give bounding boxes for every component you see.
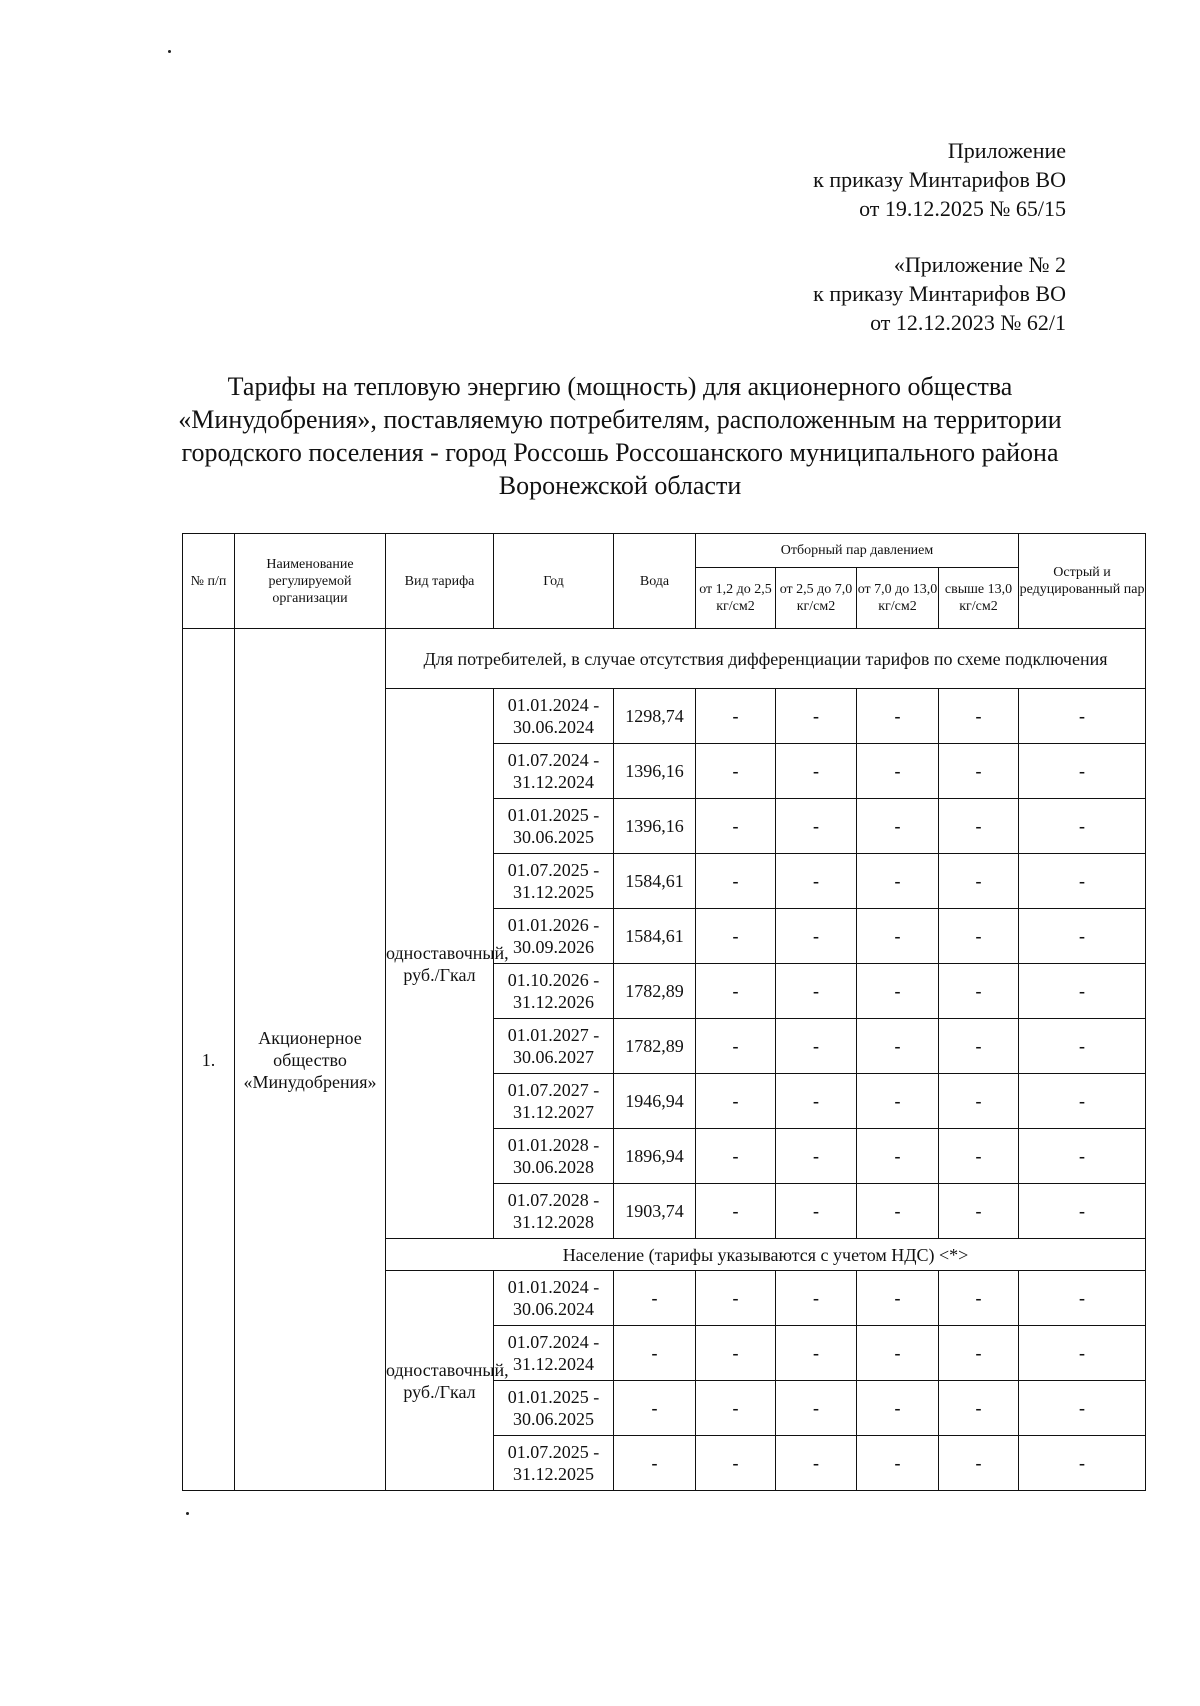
sharp-value-cell: - [1019,854,1146,909]
col-header-pressure-3: от 7,0 до 13,0 кг/см2 [857,568,939,629]
p2-value-cell: - [776,1074,857,1129]
col-header-year: Год [494,534,614,629]
organization-name: Акционерное общество «Минудобрения» [235,629,386,1491]
sharp-value-cell: - [1019,1326,1146,1381]
p1-value-cell: - [696,854,776,909]
p2-value-cell: - [776,1129,857,1184]
water-value-cell: 1782,89 [614,964,696,1019]
sharp-value-cell: - [1019,964,1146,1019]
section-title-consumers: Для потребителей, в случае отсутствия дифференциации тарифов по схеме подключения [386,629,1146,689]
p4-value-cell: - [939,1381,1019,1436]
period-cell: 01.07.2025 - 31.12.2025 [494,854,614,909]
p3-value-cell: - [857,909,939,964]
p2-value-cell: - [776,744,857,799]
sharp-value-cell: - [1019,1129,1146,1184]
p4-value-cell: - [939,799,1019,854]
p3-value-cell: - [857,744,939,799]
col-header-pressure-1: от 1,2 до 2,5 кг/см2 [696,568,776,629]
p3-value-cell: - [857,1019,939,1074]
sharp-value-cell: - [1019,799,1146,854]
p1-value-cell: - [696,799,776,854]
water-value-cell: 1298,74 [614,689,696,744]
p4-value-cell: - [939,689,1019,744]
p3-value-cell: - [857,964,939,1019]
original-appendix-line-2: к приказу Минтарифов ВО [813,281,1066,306]
water-value-cell: 1584,61 [614,854,696,909]
p4-value-cell: - [939,744,1019,799]
col-header-num: № п/п [183,534,235,629]
period-cell: 01.07.2024 - 31.12.2024 [494,744,614,799]
scan-speck-top [168,50,171,53]
p4-value-cell: - [939,1074,1019,1129]
period-cell: 01.07.2028 - 31.12.2028 [494,1184,614,1239]
sharp-value-cell: - [1019,1436,1146,1491]
p1-value-cell: - [696,744,776,799]
p2-value-cell: - [776,1019,857,1074]
p4-value-cell: - [939,854,1019,909]
col-header-org: Наименование регулируемой организации [235,534,386,629]
col-header-pressure-4: свыше 13,0 кг/см2 [939,568,1019,629]
p2-value-cell: - [776,909,857,964]
p4-value-cell: - [939,1184,1019,1239]
p3-value-cell: - [857,1326,939,1381]
p2-value-cell: - [776,1326,857,1381]
p1-value-cell: - [696,909,776,964]
p3-value-cell: - [857,1074,939,1129]
p2-value-cell: - [776,799,857,854]
water-value-cell: 1584,61 [614,909,696,964]
sharp-value-cell: - [1019,1381,1146,1436]
title-line-4: Воронежской области [498,471,742,500]
appendix-header [813,136,1066,223]
period-cell: 01.01.2024 - 30.06.2024 [494,1271,614,1326]
sharp-value-cell: - [1019,1019,1146,1074]
p3-value-cell: - [857,1129,939,1184]
period-cell: 01.01.2027 - 30.06.2027 [494,1019,614,1074]
p1-value-cell: - [696,1326,776,1381]
original-appendix-line-3: от 12.12.2023 № 62/1 [870,310,1066,335]
appendix-line-2: к приказу Минтарифов ВО [813,167,1066,192]
water-value-cell: - [614,1271,696,1326]
p3-value-cell: - [857,1436,939,1491]
p4-value-cell: - [939,1326,1019,1381]
p1-value-cell: - [696,1019,776,1074]
period-cell: 01.01.2025 - 30.06.2025 [494,799,614,854]
sharp-value-cell: - [1019,1074,1146,1129]
water-value-cell: 1946,94 [614,1074,696,1129]
p1-value-cell: - [696,1129,776,1184]
water-value-cell: - [614,1381,696,1436]
sharp-value-cell: - [1019,1184,1146,1239]
tariff-type: одноставочный, руб./Гкал [386,1271,494,1491]
p4-value-cell: - [939,1271,1019,1326]
document-title [160,370,1080,502]
period-cell: 01.07.2027 - 31.12.2027 [494,1074,614,1129]
p3-value-cell: - [857,1271,939,1326]
col-header-pressure-2: от 2,5 до 7,0 кг/см2 [776,568,857,629]
water-value-cell: - [614,1326,696,1381]
col-header-steam: Отборный пар давлением [696,534,1019,568]
p1-value-cell: - [696,1436,776,1491]
sharp-value-cell: - [1019,689,1146,744]
title-line-2: «Минудобрения», поставляемую потребителям, расположенным на территории [178,405,1062,434]
p3-value-cell: - [857,689,939,744]
p1-value-cell: - [696,689,776,744]
sharp-value-cell: - [1019,744,1146,799]
title-line-3: городского поселения - город Россошь Россошанского муниципального района [181,438,1059,467]
period-cell: 01.01.2025 - 30.06.2025 [494,1381,614,1436]
original-appendix-header [813,250,1066,337]
appendix-line-3: от 19.12.2025 № 65/15 [859,196,1066,221]
period-cell: 01.01.2026 - 30.09.2026 [494,909,614,964]
p2-value-cell: - [776,1381,857,1436]
p2-value-cell: - [776,1436,857,1491]
col-header-sharp-steam: Острый и редуцированный пар [1019,534,1146,629]
water-value-cell: 1782,89 [614,1019,696,1074]
sharp-value-cell: - [1019,1271,1146,1326]
p3-value-cell: - [857,854,939,909]
col-header-water: Вода [614,534,696,629]
period-cell: 01.01.2024 - 30.06.2024 [494,689,614,744]
tariff-table [182,533,1146,1491]
p1-value-cell: - [696,1271,776,1326]
water-value-cell: 1396,16 [614,744,696,799]
p4-value-cell: - [939,1436,1019,1491]
p2-value-cell: - [776,1184,857,1239]
p4-value-cell: - [939,964,1019,1019]
period-cell: 01.10.2026 - 31.12.2026 [494,964,614,1019]
p3-value-cell: - [857,799,939,854]
water-value-cell: - [614,1436,696,1491]
p4-value-cell: - [939,1019,1019,1074]
water-value-cell: 1896,94 [614,1129,696,1184]
p1-value-cell: - [696,964,776,1019]
period-cell: 01.07.2025 - 31.12.2025 [494,1436,614,1491]
sharp-value-cell: - [1019,909,1146,964]
p3-value-cell: - [857,1381,939,1436]
p4-value-cell: - [939,909,1019,964]
water-value-cell: 1903,74 [614,1184,696,1239]
scan-speck-left [186,1512,189,1515]
p2-value-cell: - [776,854,857,909]
p2-value-cell: - [776,1271,857,1326]
p4-value-cell: - [939,1129,1019,1184]
p2-value-cell: - [776,964,857,1019]
col-header-tariff-type: Вид тарифа [386,534,494,629]
appendix-line-1: Приложение [947,138,1066,163]
p2-value-cell: - [776,689,857,744]
row-number: 1. [183,629,235,1491]
p3-value-cell: - [857,1184,939,1239]
section-title-population: Население (тарифы указываются с учетом НДС) <*> [386,1239,1146,1271]
water-value-cell: 1396,16 [614,799,696,854]
period-cell: 01.07.2024 - 31.12.2024 [494,1326,614,1381]
p1-value-cell: - [696,1381,776,1436]
tariff-type: одноставочный, руб./Гкал [386,689,494,1239]
p1-value-cell: - [696,1184,776,1239]
p1-value-cell: - [696,1074,776,1129]
title-line-1: Тарифы на тепловую энергию (мощность) для акционерного общества [227,372,1013,401]
period-cell: 01.01.2028 - 30.06.2028 [494,1129,614,1184]
original-appendix-line-1: «Приложение № 2 [893,252,1066,277]
